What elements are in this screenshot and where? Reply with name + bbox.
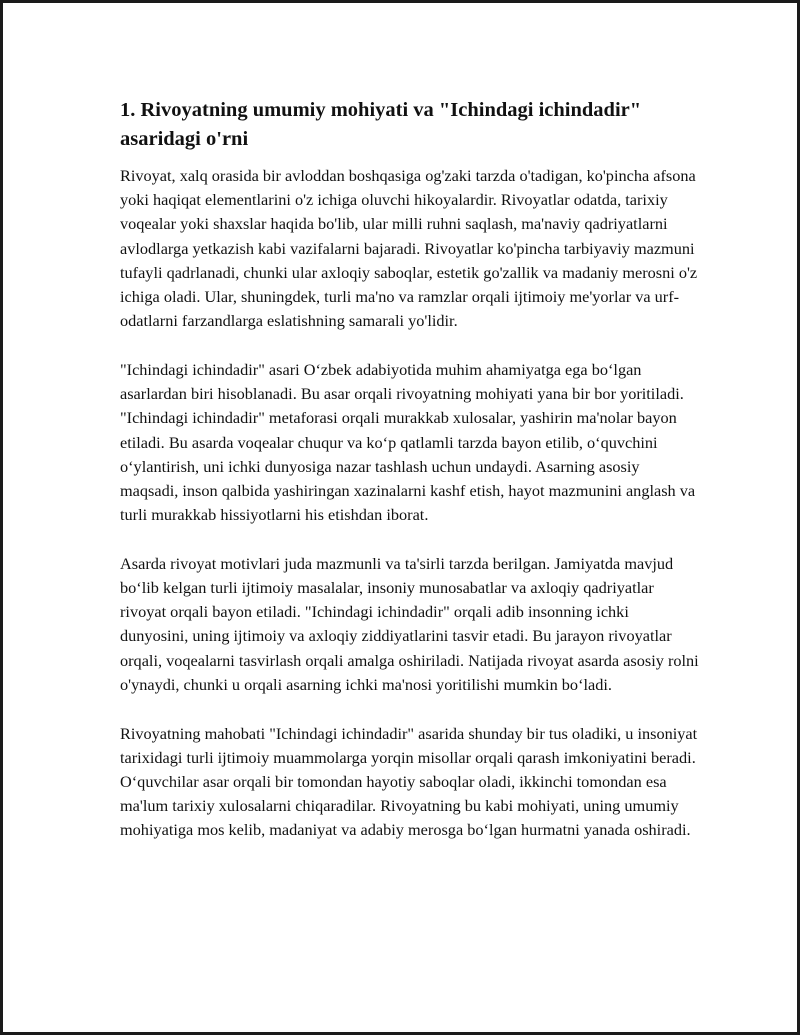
document-body <box>120 96 700 867</box>
paragraph-2: "Ichindagi ichindadir" asari O‘zbek adabiyotida muhim ahamiyatga ega bo‘lgan asarlardan biri hisoblanadi. Bu asar orqali rivoyatning mohiyati yana bir bor yoritiladi. "Ichindagi ichindadir" metaforasi orqali murakkab xulosalar, yashirin ma'nolar bayon etiladi. Bu asarda voqealar chuqur va ko‘p qatlamli tarzda bayon etilib, o‘quvchini o‘ylantirish, uni ichki dunyosiga nazar tashlash uchun undaydi. Asarning asosiy maqsadi, inson qalbida yashiringan xazinalarni kashf etish, hayot mazmunini anglash va turli murakkab hissiyotlarni his etishdan iborat. <box>120 359 696 525</box>
paragraph-1: Rivoyat, xalq orasida bir avloddan boshqasiga og'zaki tarzda o'tadigan, ko'pincha afsona yoki haqiqat elementlarini o'z ichiga oluvchi hikoyalardir. Rivoyatlar odatda, tarixiy voqealar yoki shaxslar haqida bo'lib, ular milli ruhni saqlash, ma'naviy qadriyatlarni avlodlarga yetkazish kabi vazifalarni bajaradi. Rivoyatlar ko'pincha tarbiyaviy mazmuni tufayli qadrlanadi, chunki ular axloqiy saboqlar, estetik go'zallik va madaniy merosni o'z ichiga oladi. Ular, shuningdek, turli ma'no va ramzlar orqali ijtimoiy me'yorlar va urf-odatlarni farzandlarga eslatishning samarali yo'lidir. <box>120 166 698 331</box>
paragraph-3: Asarda rivoyat motivlari juda mazmunli va ta'sirli tarzda berilgan. Jamiyatda mavjud bo‘lib kelgan turli ijtimoiy masalalar, insoniy munosabatlar va axloqiy qadriyatlar rivoyat orqali bayon etiladi. "Ichindagi ichindadir" orqali adib insonning ichki dunyosini, uning ijtimoiy va axloqiy ziddiyatlarini tasvir etadi. Bu jarayon rivoyatlar orqali, voqealarni tasvirlash orqali amalga oshiriladi. Natijada rivoyat asarda asosiy rolni o'ynaydi, chunki u orqali asarning ichki ma'nosi yoritilishi mumkin bo‘ladi. <box>120 553 699 694</box>
paragraph-4: Rivoyatning mahobati "Ichindagi ichindadir" asarida shunday bir tus oladiki, u insoniyat tarixidagi turli ijtimoiy muammolarga yorqin misollar orqali qarash imkoniyatini beradi. O‘quvchilar asar orqali bir tomondan hayotiy saboqlar oladi, ikkinchi tomondan esa ma'lum tarixiy xulosalarni chiqaradilar. Rivoyatning bu kabi mohiyati, uning umumiy mohiyatiga mos kelib, madaniyat va adabiy merosga bo‘lgan hurmatni yanada oshiradi. <box>120 723 698 840</box>
section-heading: 1. Rivoyatning umumiy mohiyati va "Ichindagi ichindadir" asaridagi o'rni <box>120 99 642 150</box>
